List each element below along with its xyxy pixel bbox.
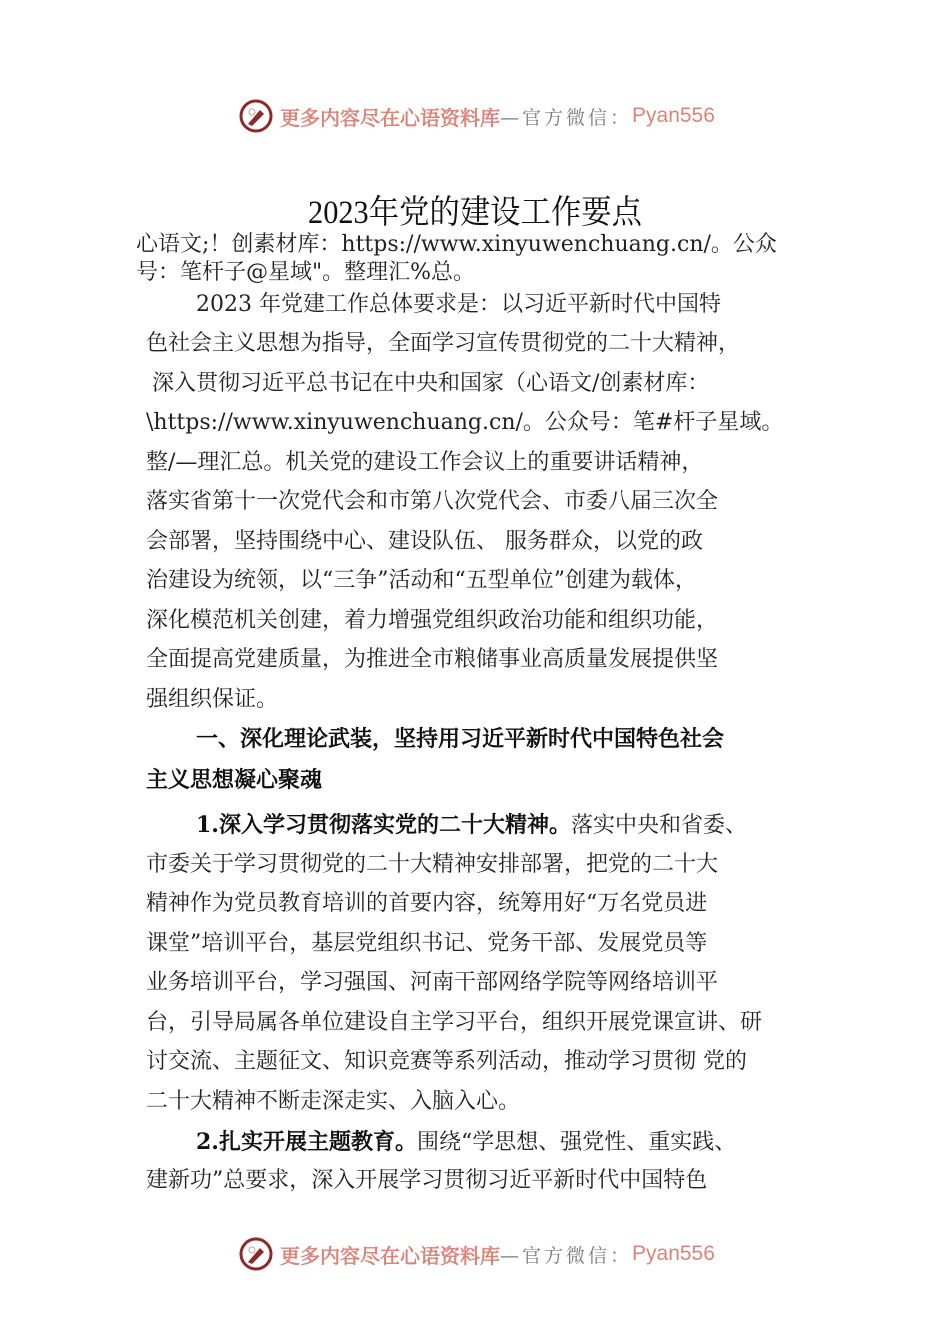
item-2-title: 2.扎实开展主题教育。 [196, 1129, 417, 1155]
intro-line: 整/—理汇总。机关党的建设工作会议上的重要讲话精神， [146, 450, 704, 475]
pen-nib-circle-logo-icon [238, 98, 274, 134]
banner-gray-text: —官方微信： [500, 1244, 633, 1267]
item-1-title: 1.深入学习贯彻落实党的二十大精神。 [196, 812, 571, 838]
intro-line: 2023 年党建工作总体要求是：以习近平新时代中国特 [196, 292, 721, 317]
intro-line: 会部署，坚持围绕中心、建设队伍、 服务群众，以党的政 [146, 529, 703, 554]
intro-line: 深化模范机关创建，着力增强党组织政治功能和组织功能， [146, 608, 719, 633]
intro-line: 治建设为统领，以“三争”活动和“五型单位”创建为载体， [146, 568, 697, 593]
item-1-line: 市委关于学习贯彻党的二十大精神安排部署，把党的二十大 [146, 852, 719, 877]
source-line: 号：笔杆子@星域"。整理汇%总。 [136, 260, 476, 285]
banner-wechat-id: Pyan556 [632, 104, 715, 127]
item-2-first-line [196, 1127, 736, 1158]
pen-nib-circle-logo-icon [238, 1236, 274, 1272]
item-1-line: 二十大精神不断走深走实、入脑入心。 [146, 1089, 521, 1114]
page-title: 2023年党的建设工作要点 [308, 195, 642, 231]
section-heading: 主义思想凝心聚魂 [146, 768, 323, 793]
banner-red-text: 更多内容尽在心语资料库 [280, 105, 500, 130]
item-1-line: 业务培训平台，学习强国、河南干部网络学院等网络培训平 [146, 970, 719, 995]
header-banner [238, 96, 715, 136]
banner-wechat-id: Pyan556 [632, 1242, 715, 1265]
item-1-line: 精神作为党员教育培训的首要内容，统筹用好“万名党员进 [146, 891, 708, 916]
item-1-line: 台，引导局属各单位建设自主学习平台，组织开展党课宣讲、研 [146, 1010, 763, 1035]
source-line: 心语文;！创素材库：https://www.xinyuwenchuang.cn/。公众 [136, 232, 777, 257]
intro-line: 全面提高党建质量，为推进全市粮储事业高质量发展提供坚 [146, 647, 719, 672]
item-1-text: 落实中央和省委、 [570, 813, 747, 838]
banner-red-text: 更多内容尽在心语资料库 [280, 1243, 500, 1268]
item-1-first-line [196, 810, 747, 841]
intro-line: 深入贯彻习近平总书记在中央和国家（心语文/创素材库： [152, 371, 710, 396]
intro-line: \https://www.xinyuwenchuang.cn/。公众号：笔#杆子星域。 [146, 410, 784, 435]
section-heading: 一、深化理论武装，坚持用习近平新时代中国特色社会 [196, 727, 725, 752]
item-2-line: 建新功”总要求，深入开展学习贯彻习近平新时代中国特色 [146, 1168, 708, 1193]
item-2-text: 围绕“学思想、强党性、重实践、 [416, 1130, 737, 1155]
footer-banner [238, 1234, 715, 1274]
banner-gray-text: —官方微信： [500, 106, 633, 129]
item-1-line: 课堂”培训平台，基层党组织书记、党务干部、发展党员等 [146, 931, 708, 956]
intro-line: 色社会主义思想为指导，全面学习宣传贯彻党的二十大精神， [146, 331, 741, 356]
intro-line: 落实省第十一次党代会和市第八次党代会、市委八届三次全 [146, 489, 719, 514]
item-1-line: 讨交流、主题征文、知识竞赛等系列活动，推动学习贯彻 党的 [146, 1049, 747, 1074]
intro-line: 强组织保证。 [146, 687, 279, 712]
